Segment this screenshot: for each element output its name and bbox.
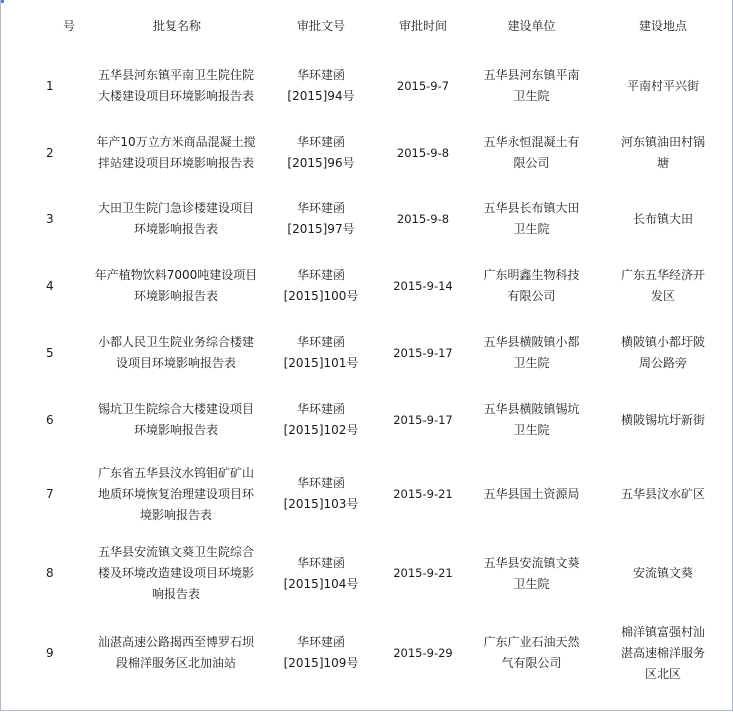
- approval-name-cell: [89, 186, 265, 252]
- construction-unit-line: 五华县安流镇文葵: [483, 555, 580, 570]
- construction-unit-line: 五华县横陂镇锡坑: [483, 402, 580, 416]
- construction-location-line: 周公路旁: [638, 356, 687, 370]
- approval-name-line: 广东省五华县汶水钨钼矿矿山: [97, 465, 254, 480]
- table-row: [1, 320, 732, 386]
- construction-location-line: 河东镇油田村锅: [620, 135, 705, 149]
- construction-location-line: 湛高速棉洋服务: [620, 645, 705, 660]
- doc-number-cell: [265, 534, 377, 613]
- table-header-row: [1, 0, 732, 52]
- row-index: 2: [46, 145, 54, 160]
- construction-unit-line: 限公司: [513, 156, 550, 170]
- table-row: [1, 613, 732, 693]
- approval-name-line: 年产10万立方米商品混凝土搅: [96, 135, 256, 149]
- approval-name-cell: [89, 534, 265, 613]
- construction-location-cell: [594, 252, 732, 320]
- construction-location-cell: [594, 52, 732, 120]
- construction-unit-line: 五华县河东镇平南: [483, 68, 580, 82]
- row-index: 1: [46, 78, 54, 93]
- doc-number-line: [2015]100号: [283, 289, 359, 303]
- window-corner-marker: [1, 0, 4, 3]
- approval-date: 2015-9-8: [396, 211, 450, 226]
- construction-location-cell: [594, 186, 732, 252]
- approval-name-line: 大田卫生院门急诊楼建设项目: [97, 201, 254, 215]
- construction-unit-line: 卫生院: [513, 89, 550, 103]
- doc-number-cell: [265, 186, 377, 252]
- approval-name-line: 环境影响报告表: [133, 222, 218, 236]
- doc-number-cell: [265, 252, 377, 320]
- doc-number-cell: [265, 386, 377, 454]
- row-index: 9: [46, 645, 54, 660]
- approval-name-cell: [89, 52, 265, 120]
- construction-unit-line: 五华县国土资源局: [483, 486, 580, 501]
- approval-date: 2015-9-21: [393, 486, 453, 501]
- construction-location-line: 横陂镇小都圩陂: [620, 335, 705, 349]
- approval-name-line: 响报告表: [151, 587, 200, 601]
- construction-unit-line: 广东明鑫生物科技: [483, 268, 580, 282]
- construction-unit-cell: [469, 454, 594, 534]
- approval-name-line: 大楼建设项目环境影响报告表: [97, 89, 254, 103]
- construction-location-line: 塘: [656, 156, 669, 170]
- doc-number-line: 华环建函: [296, 476, 345, 490]
- construction-unit-cell: [469, 320, 594, 386]
- approval-name-cell: [89, 454, 265, 534]
- approval-name-cell: [89, 252, 265, 320]
- construction-location-line: 五华县汶水矿区: [620, 486, 705, 501]
- construction-unit-line: 卫生院: [513, 356, 550, 370]
- doc-number-line: [2015]94号: [287, 89, 355, 103]
- table-row: [1, 386, 732, 454]
- construction-location-cell: [594, 320, 732, 386]
- construction-unit-cell: [469, 534, 594, 613]
- approval-name-cell: [89, 613, 265, 693]
- table-row: [1, 52, 732, 120]
- doc-number-cell: [265, 320, 377, 386]
- header-doc-number: 审批文号: [296, 19, 345, 33]
- approval-name-line: 境影响报告表: [139, 507, 212, 522]
- construction-location-cell: [594, 613, 732, 693]
- approval-date: 2015-9-7: [396, 78, 450, 93]
- row-index: 6: [46, 412, 54, 427]
- construction-unit-line: 卫生院: [513, 222, 550, 236]
- approval-name-line: 设项目环境影响报告表: [115, 356, 236, 370]
- table-row: [1, 186, 732, 252]
- header-index: 号: [63, 19, 76, 33]
- row-index: 5: [46, 345, 54, 360]
- approval-table: [1, 0, 732, 693]
- construction-unit-cell: [469, 186, 594, 252]
- approval-name-cell: [89, 120, 265, 186]
- doc-number-line: [2015]109号: [283, 656, 359, 670]
- approval-date: 2015-9-14: [393, 278, 453, 293]
- approval-name-line: 段棉洋服务区北加油站: [115, 656, 236, 670]
- approval-name-line: 拌站建设项目环境影响报告表: [97, 156, 254, 170]
- doc-number-line: 华环建函: [296, 635, 345, 649]
- approval-date: 2015-9-17: [393, 345, 453, 360]
- construction-location-line: 棉洋镇富强村汕: [620, 624, 705, 639]
- construction-unit-line: 卫生院: [513, 423, 550, 437]
- construction-unit-line: 五华县长布镇大田: [483, 201, 580, 215]
- construction-unit-line: 有限公司: [507, 289, 556, 303]
- doc-number-line: 华环建函: [296, 201, 345, 215]
- construction-unit-cell: [469, 252, 594, 320]
- doc-number-line: 华环建函: [296, 402, 345, 416]
- header-approval-name: 批复名称: [152, 19, 201, 33]
- construction-location-line: 区北区: [644, 666, 681, 681]
- doc-number-cell: [265, 613, 377, 693]
- approval-name-cell: [89, 386, 265, 454]
- doc-number-line: [2015]103号: [283, 497, 359, 511]
- construction-location-line: 横陂锡坑圩新街: [620, 412, 705, 427]
- construction-location-line: 广东五华经济开: [620, 268, 705, 282]
- table-row: [1, 454, 732, 534]
- approval-name-line: 楼及环境改造建设项目环境影: [97, 566, 254, 580]
- construction-unit-line: 卫生院: [513, 576, 550, 591]
- doc-number-line: 华环建函: [296, 268, 345, 282]
- approval-name-line: 年产植物饮料7000吨建设项目: [94, 268, 258, 282]
- approval-name-line: 五华县河东镇平南卫生院住院: [97, 68, 254, 82]
- doc-number-line: [2015]102号: [283, 423, 359, 437]
- doc-number-line: 华环建函: [296, 335, 345, 349]
- construction-unit-line: 气有限公司: [501, 656, 562, 670]
- construction-location-line: 平南村平兴街: [626, 78, 699, 93]
- header-construction-location: 建设地点: [638, 19, 687, 33]
- doc-number-cell: [265, 454, 377, 534]
- table-row: [1, 534, 732, 613]
- doc-number-line: [2015]104号: [283, 576, 359, 591]
- approval-name-line: 五华县安流镇文葵卫生院综合: [97, 545, 254, 559]
- construction-location-line: 安流镇文葵: [632, 566, 693, 580]
- row-index: 4: [46, 278, 54, 293]
- approval-name-line: 环境影响报告表: [133, 423, 218, 437]
- doc-number-line: [2015]97号: [287, 222, 355, 236]
- header-construction-unit: 建设单位: [507, 19, 556, 33]
- approval-date: 2015-9-29: [393, 645, 453, 660]
- construction-location-line: 发区: [650, 289, 675, 303]
- approval-name-line: 地质环境恢复治理建设项目环: [97, 486, 254, 501]
- approval-name-line: 锡坑卫生院综合大楼建设项目: [97, 402, 254, 416]
- construction-location-cell: [594, 534, 732, 613]
- approval-name-cell: [89, 320, 265, 386]
- doc-number-line: 华环建函: [296, 68, 345, 82]
- construction-location-cell: [594, 120, 732, 186]
- approval-date: 2015-9-17: [393, 412, 453, 427]
- doc-number-cell: [265, 52, 377, 120]
- approval-name-line: 环境影响报告表: [133, 289, 218, 303]
- construction-location-line: 长布镇大田: [632, 211, 693, 226]
- approval-date: 2015-9-21: [393, 566, 453, 580]
- table-row: [1, 120, 732, 186]
- table-row: [1, 252, 732, 320]
- construction-unit-cell: [469, 386, 594, 454]
- header-approval-date: 审批时间: [398, 19, 447, 33]
- construction-location-cell: [594, 386, 732, 454]
- construction-location-cell: [594, 454, 732, 534]
- construction-unit-cell: [469, 52, 594, 120]
- construction-unit-cell: [469, 613, 594, 693]
- construction-unit-line: 广东广业石油天然: [483, 635, 580, 649]
- construction-unit-line: 五华县横陂镇小都: [483, 335, 580, 349]
- approval-name-line: 汕湛高速公路揭西至博罗石坝: [97, 635, 254, 649]
- construction-unit-cell: [469, 120, 594, 186]
- row-index: 8: [46, 566, 54, 580]
- doc-number-line: 华环建函: [296, 135, 345, 149]
- approval-name-line: 小都人民卫生院业务综合楼建: [97, 335, 254, 349]
- approval-date: 2015-9-8: [396, 145, 450, 160]
- doc-number-line: [2015]96号: [287, 156, 355, 170]
- row-index: 3: [46, 211, 54, 226]
- doc-number-cell: [265, 120, 377, 186]
- construction-unit-line: 五华永恒混凝土有: [483, 135, 580, 149]
- doc-number-line: [2015]101号: [283, 356, 359, 370]
- row-index: 7: [46, 486, 54, 501]
- doc-number-line: 华环建函: [296, 555, 345, 570]
